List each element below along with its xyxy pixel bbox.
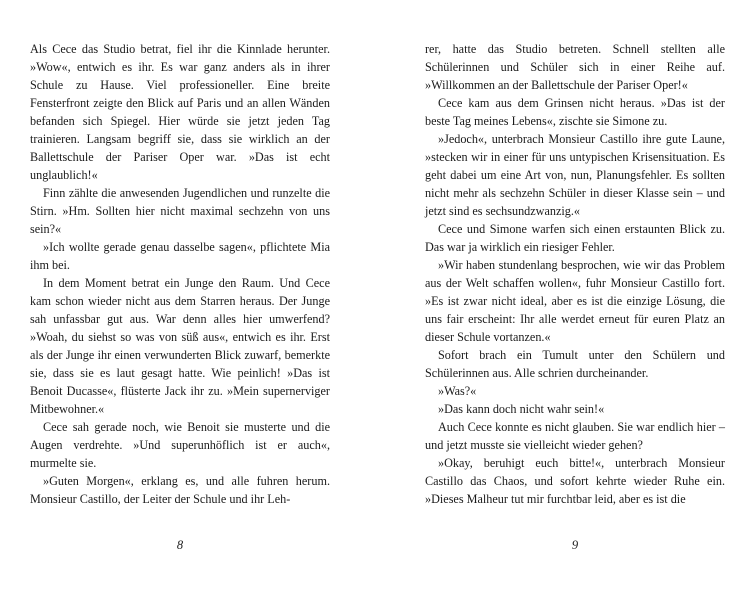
paragraph: Cece und Simone warfen sich einen erstaunten Blick zu. Das war ja wirklich ein riesiger Fehler. [425, 222, 725, 254]
paragraph: »Das kann doch nicht wahr sein!« [438, 402, 605, 416]
right-page [425, 40, 725, 580]
paragraph: Finn zählte die anwesenden Jugendlichen und runzelte die Stirn. »Hm. Sollten hier nicht maximal sechzehn von uns sein?« [30, 186, 330, 236]
paragraph: »Jedoch«, unterbrach Monsieur Castillo ihre gute Laune, »stecken wir in einer für uns untypischen Krisensituation. Es geht dabei um eine Art von, nun, Planungsfehler. Es sollten nicht mehr als sechzehn Schüler in dieser Klasse sein – und jetzt sind es sechsundzwanzig.« [425, 132, 725, 218]
paragraph: Cece sah gerade noch, wie Benoit sie musterte und die Augen verdrehte. »Und superunhöflich ist er auch«, murmelte sie. [30, 420, 330, 470]
paragraph: rer, hatte das Studio betreten. Schnell stellten alle Schülerinnen und Schüler sich in einer Reihe auf. »Willkommen an der Ballettschule der Pariser Oper!« [425, 42, 725, 92]
paragraph: »Ich wollte gerade genau dasselbe sagen«, pflichtete Mia ihm bei. [30, 240, 330, 272]
page-number: 8 [176, 538, 184, 552]
paragraph: Sofort brach ein Tumult unter den Schülern und Schülerinnen aus. Alle schrien durcheinander. [425, 348, 725, 380]
paragraph: »Wir haben stundenlang besprochen, wie wir das Problem aus der Welt schaffen wollen«, fuhr Monsieur Castillo fort. »Es ist zwar nicht ideal, aber es ist die einzige Lösung, die uns fair erscheint: Ihr alle werdet erneut für euren Platz an dieser Schule vortanzen.« [425, 258, 725, 344]
left-page [30, 40, 330, 580]
left-page-text [30, 40, 330, 508]
paragraph: »Was?« [438, 384, 477, 398]
paragraph: Als Cece das Studio betrat, fiel ihr die Kinnlade herunter. »Wow«, entwich es ihr. Es war ganz anders als in ihrer Schule zu Hause. Viel professioneller. Eine breite Fensterfront zeigte den Blick auf Paris und an allen Wänden befanden sich Spiegel. Hier würde sie jetzt jeden Tag trainieren. Langsam begriff sie, dass sie wirklich an der Ballettschule der Pariser Oper war. »Das ist echt unglaublich!« [30, 42, 330, 182]
paragraph: Cece kam aus dem Grinsen nicht heraus. »Das ist der beste Tag meines Lebens«, zischte sie Simone zu. [425, 96, 725, 128]
paragraph: In dem Moment betrat ein Junge den Raum. Und Cece kam schon wieder nicht aus dem Starren heraus. Der Junge sah unfassbar gut aus. War denn alles hier umwerfend? »Woah, du siehst so was von süß aus«, entwich es ihr. Erst als der Junge ihr einen verwunderten Blick zuwarf, bemerkte sie, dass sie es laut gesagt hatte. Wie peinlich! »Das ist Benoit Ducasse«, flüsterte Jack ihr zu. »Mein supernerviger Mitbewohner.« [30, 276, 330, 416]
page-number: 9 [571, 538, 579, 552]
paragraph: »Guten Morgen«, erklang es, und alle fuhren herum. Monsieur Castillo, der Leiter der Schule und ihr Leh- [30, 474, 330, 506]
right-page-text [425, 40, 725, 508]
paragraph: »Okay, beruhigt euch bitte!«, unterbrach Monsieur Castillo das Chaos, und sofort kehrte wieder Ruhe ein. »Dieses Malheur tut mir furchtbar leid, aber es ist die [425, 456, 725, 506]
paragraph: Auch Cece konnte es nicht glauben. Sie war endlich hier – und jetzt musste sie vielleicht wieder gehen? [425, 420, 725, 452]
